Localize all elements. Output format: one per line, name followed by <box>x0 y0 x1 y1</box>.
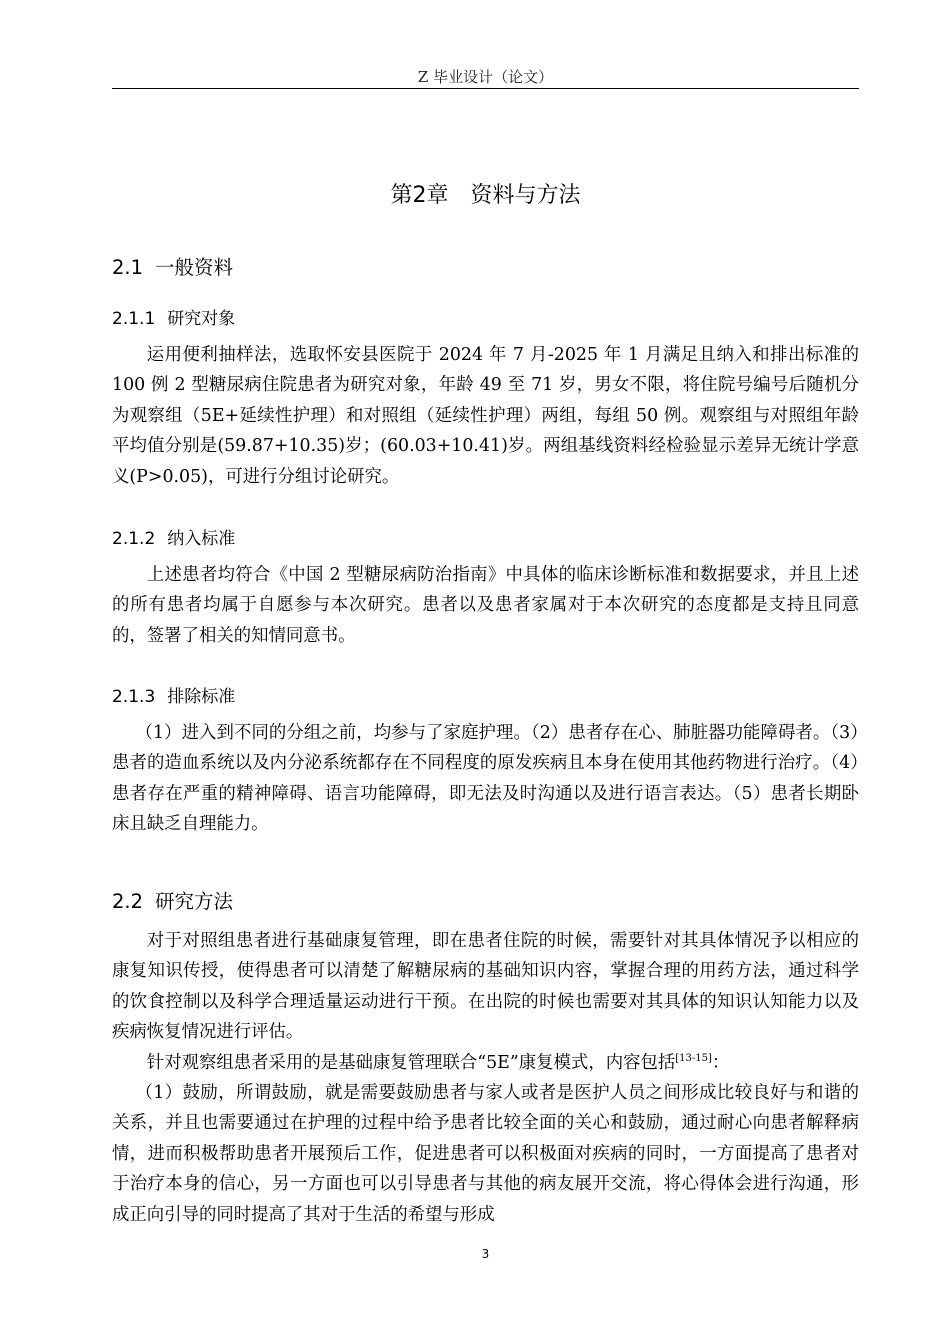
section-title: 研究对象 <box>167 309 236 329</box>
section-title: 一般资料 <box>155 256 234 279</box>
header-divider <box>112 88 859 89</box>
section-title: 排除标准 <box>167 687 236 707</box>
section-2-1-1-heading <box>112 304 235 329</box>
paragraph-text-end: ： <box>711 1053 730 1073</box>
paragraph-exclusion-criteria: （1）进入到不同的分组之前，均参与了家庭护理。（2）患者存在心、肺脏器功能障碍者。（3）患者的造血系统以及内分泌系统都存在不同程度的原发疾病且本身在使用其他药物进行治疗。（4）患者存在严重的精神障碍、语言功能障碍，即无法及时沟通以及进行语言表达。（5）患者长期卧床且缺乏自理能力。 <box>112 723 859 835</box>
page-number: 3 <box>481 1247 490 1261</box>
section-number: 2.2 <box>112 890 144 913</box>
section-number: 2.1.3 <box>112 687 156 707</box>
section-number: 2.1.1 <box>112 309 156 329</box>
section-2-1-heading <box>112 252 233 280</box>
citation: [13-15] <box>675 1053 712 1065</box>
paragraph-encouragement: （1）鼓励，所谓鼓励，就是需要鼓励患者与家人或者是医护人员之间形成比较良好与和谐的关系，并且也需要通过在护理的过程中给予患者比较全面的关心和鼓励，通过耐心向患者解释病情，进而积极帮助患者开展预后工作，促进患者可以积极面对疾病的同时，一方面提高了患者对于治疗本身的信心，另一方面也可以引导患者与其他的病友展开交流，将心得体会进行沟通，形成正向引导的同时提高了其对于生活的希望与形成 <box>112 1083 859 1225</box>
section-2-1-3-heading <box>112 682 235 707</box>
paragraph-observation-group-intro <box>112 1048 859 1078</box>
paragraph-research-subjects: 运用便利抽样法，选取怀安县医院于 2024 年 7 月-2025 年 1 月满足且纳入和排出标准的 100 例 2 型糖尿病住院患者为研究对象，年龄 49 至 71 岁，男女不限，将住院号编号后随机分为观察组（5E+延续性护理）和对照组（延续性护理）两组，每组 50 例。观察组与对照组年龄平均值分别是(59.87+10.35)岁；(60.03+10.41)岁。两组基线资料经检验显示差异无统计学意义(P>0.05)，可进行分组讨论研究。 <box>112 345 859 487</box>
page-header: Z 毕业设计（论文） <box>417 68 554 86</box>
paragraph-text: 针对观察组患者采用的是基础康复管理联合“5E”康复模式，内容包括 <box>146 1053 676 1073</box>
section-2-1-2-heading <box>112 524 235 549</box>
chapter-title: 第2章 资料与方法 <box>390 183 581 208</box>
section-2-2-heading <box>112 886 233 914</box>
paragraph-control-group-method: 对于对照组患者进行基础康复管理，即在患者住院的时候，需要针对其具体情况予以相应的康复知识传授，使得患者可以清楚了解糖尿病的基础知识内容，掌握合理的用药方法，通过科学的饮食控制以及科学合理适量运动进行干预。在出院的时候也需要对其具体的知识认知能力以及疾病恢复情况进行评估。 <box>112 931 859 1043</box>
section-title: 研究方法 <box>155 890 234 913</box>
paragraph-inclusion-criteria: 上述患者均符合《中国 2 型糖尿病防治指南》中具体的临床诊断标准和数据要求，并且上述的所有患者均属于自愿参与本次研究。患者以及患者家属对于本次研究的态度都是支持且同意的，签署了相关的知情同意书。 <box>112 565 859 646</box>
section-number: 2.1.2 <box>112 529 156 549</box>
section-title: 纳入标准 <box>167 529 236 549</box>
section-number: 2.1 <box>112 256 144 279</box>
